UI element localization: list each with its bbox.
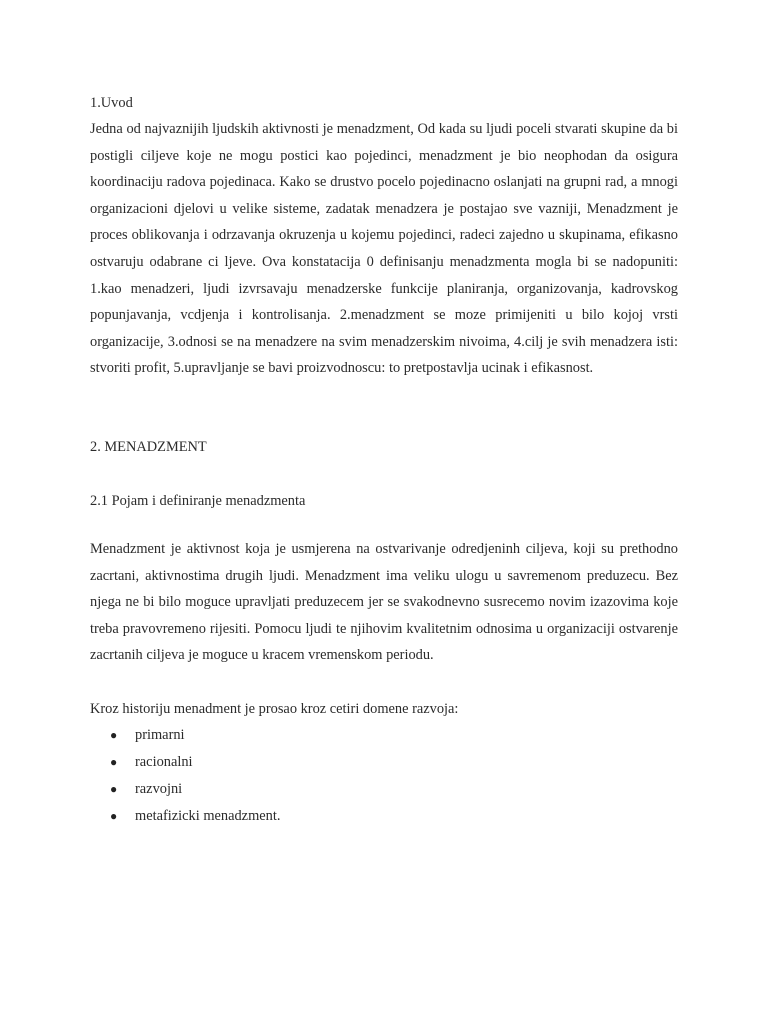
section-2-1-paragraph-2: Kroz historiju menadment je prosao kroz cetiri domene razvoja: [90, 700, 459, 717]
list-item-text: primarni [135, 726, 185, 743]
document-page [90, 93, 678, 830]
bullet-icon: ● [110, 754, 118, 769]
bullet-list [90, 722, 678, 830]
section-1-heading: 1.Uvod [90, 95, 133, 111]
section-1-paragraph: Jedna od najvaznijih ljudskih aktivnosti je menadzment, Od kada su ljudi poceli stvarati skupine da bi postigli ciljeve koje ne mogu postici kao pojedinci, menadzment je bio neophodan da osigura koordinaciju radova pojedinaca. Kako se drustvo pocelo pojedinacno oslanjati na grupni rad, a mnogi organizacioni djelovi u velike sisteme, zadatak menadzera je postajao sve vazniji, Menadzment je proces oblikovanja i odrzavanja okruzenja u kojemu pojedinci, radeci zajedno u skupinama, efikasno ostvaruju odabrane ci ljeve. Ova konstatacija 0 definisanju menadzmenta mogla bi se nadopuniti: 1.kao menadzeri, ljudi izvrsavaju menadzerske funkcije planiranja, organizovanja, kadrovskog popunjavanja, vcdjenja i kontrolisanja. 2.menadzment se moze primijeniti u bilo kojoj vrsti organizacije, 3.odnosi se na menadzere na svim menadzerskim nivoima, 4.cilj je svih menadzera isti: stvoriti profit, 5.upravljanje se bavi proizvodnoscu: to pretpostavlja ucinak i efikasnost. [90, 121, 678, 377]
bullet-icon: ● [110, 808, 118, 823]
list-item-text: razvojni [135, 780, 183, 797]
list-item [90, 803, 678, 830]
section-2-heading: 2. MENADZMENT [90, 438, 207, 455]
bullet-icon: ● [110, 781, 118, 796]
list-item [90, 722, 678, 749]
list-item-text: metafizicki menadzment. [135, 807, 281, 824]
section-2-1-paragraph-1: Menadzment je aktivnost koja je usmjerena na ostvarivanje odredjeninh ciljeva, koji su prethodno zacrtani, aktivnostima drugih ljudi. Menadzment ima veliku ulogu u savremenom preduzecu. Bez njega ne bi bilo moguce upravljati preduzecem jer se svakodnevno susrecemo novim izazovima koje treba pravovremeno rijesiti. Pomocu ljudi te njihovim kvalitetnim odnosima u organizaciji ostvarenje zacrtanih ciljeva je moguce u kracem vremenskom periodu. [90, 540, 678, 664]
list-item-text: racionalni [135, 753, 193, 770]
list-item [90, 749, 678, 776]
section-2-1-heading: 2.1 Pojam i definiranje menadzmenta [90, 492, 306, 509]
list-item [90, 776, 678, 803]
bullet-icon: ● [110, 727, 118, 742]
